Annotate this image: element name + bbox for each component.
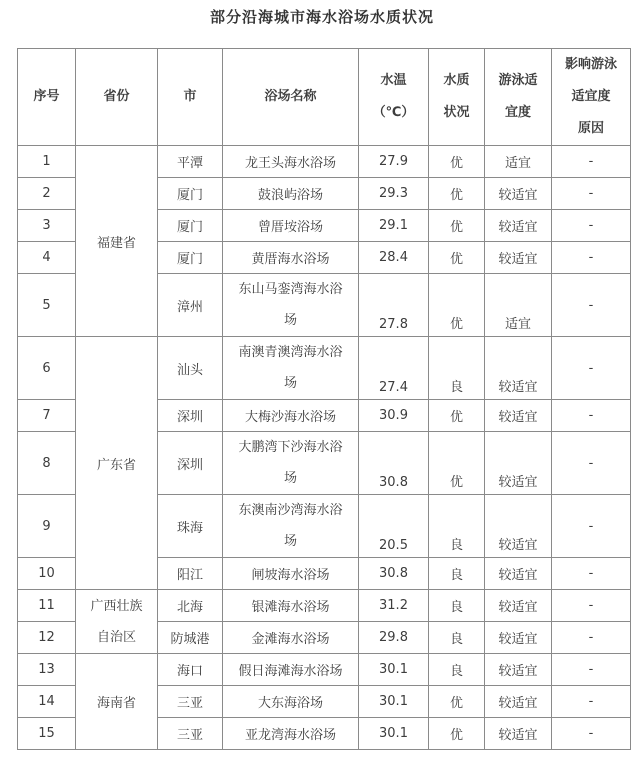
cell-quality: 良	[429, 337, 485, 400]
cell-city: 北海	[158, 590, 223, 622]
cell-quality: 良	[429, 590, 485, 622]
cell-reason: -	[552, 210, 631, 242]
cell-index: 8	[18, 432, 76, 495]
header-quality: 水质 状况	[429, 49, 485, 146]
cell-index: 12	[18, 622, 76, 654]
cell-index: 6	[18, 337, 76, 400]
cell-suitability: 适宜	[485, 274, 552, 337]
table-row	[18, 337, 631, 400]
cell-reason: -	[552, 654, 631, 686]
cell-index: 4	[18, 242, 76, 274]
cell-beach: 金滩海水浴场	[223, 622, 359, 654]
cell-temperature: 29.3	[359, 178, 429, 210]
cell-temperature: 20.5	[359, 495, 429, 558]
header-reason: 影响游泳 适宜度 原因	[552, 49, 631, 146]
cell-province-guangxi: 广西壮族 自治区	[76, 590, 158, 654]
cell-index: 11	[18, 590, 76, 622]
cell-province-fujian: 福建省	[76, 146, 158, 337]
cell-quality: 优	[429, 400, 485, 432]
cell-beach: 鼓浪屿浴场	[223, 178, 359, 210]
cell-suitability: 较适宜	[485, 558, 552, 590]
cell-quality: 良	[429, 495, 485, 558]
cell-quality: 优	[429, 718, 485, 750]
cell-beach: 黄厝海水浴场	[223, 242, 359, 274]
header-temperature: 水温 （℃）	[359, 49, 429, 146]
cell-quality: 良	[429, 654, 485, 686]
cell-suitability: 较适宜	[485, 337, 552, 400]
cell-city: 汕头	[158, 337, 223, 400]
cell-index: 7	[18, 400, 76, 432]
header-province: 省份	[76, 49, 158, 146]
cell-city: 深圳	[158, 432, 223, 495]
cell-temperature: 30.8	[359, 558, 429, 590]
cell-quality: 良	[429, 558, 485, 590]
table-row	[18, 146, 631, 178]
cell-beach: 亚龙湾海水浴场	[223, 718, 359, 750]
cell-province-hainan: 海南省	[76, 654, 158, 750]
cell-temperature: 29.8	[359, 622, 429, 654]
cell-quality: 优	[429, 178, 485, 210]
cell-city: 海口	[158, 654, 223, 686]
cell-quality: 优	[429, 686, 485, 718]
cell-suitability: 较适宜	[485, 210, 552, 242]
cell-temperature: 27.4	[359, 337, 429, 400]
cell-suitability: 较适宜	[485, 495, 552, 558]
cell-city: 厦门	[158, 210, 223, 242]
cell-reason: -	[552, 558, 631, 590]
cell-suitability: 较适宜	[485, 400, 552, 432]
cell-temperature: 30.1	[359, 718, 429, 750]
cell-temperature: 29.1	[359, 210, 429, 242]
header-suitability: 游泳适 宜度	[485, 49, 552, 146]
cell-beach: 大鹏湾下沙海水浴 场	[223, 432, 359, 495]
cell-index: 13	[18, 654, 76, 686]
cell-suitability: 较适宜	[485, 654, 552, 686]
cell-beach: 曾厝垵浴场	[223, 210, 359, 242]
cell-suitability: 较适宜	[485, 622, 552, 654]
page-title: 部分沿海城市海水浴场水质状况	[209, 8, 434, 26]
cell-beach: 大东海浴场	[223, 686, 359, 718]
cell-temperature: 30.9	[359, 400, 429, 432]
cell-city: 厦门	[158, 242, 223, 274]
cell-suitability: 适宜	[485, 146, 552, 178]
cell-city: 三亚	[158, 718, 223, 750]
cell-reason: -	[552, 718, 631, 750]
cell-city: 厦门	[158, 178, 223, 210]
cell-city: 珠海	[158, 495, 223, 558]
cell-index: 14	[18, 686, 76, 718]
cell-reason: -	[552, 622, 631, 654]
cell-quality: 优	[429, 242, 485, 274]
table-row	[18, 654, 631, 686]
cell-temperature: 31.2	[359, 590, 429, 622]
cell-beach: 南澳青澳湾海水浴 场	[223, 337, 359, 400]
cell-reason: -	[552, 400, 631, 432]
cell-city: 深圳	[158, 400, 223, 432]
cell-province-guangdong: 广东省	[76, 337, 158, 590]
cell-reason: -	[552, 432, 631, 495]
cell-city: 防城港	[158, 622, 223, 654]
cell-suitability: 较适宜	[485, 718, 552, 750]
cell-reason: -	[552, 337, 631, 400]
cell-city: 三亚	[158, 686, 223, 718]
cell-reason: -	[552, 178, 631, 210]
cell-reason: -	[552, 274, 631, 337]
cell-index: 1	[18, 146, 76, 178]
header-index: 序号	[18, 49, 76, 146]
cell-reason: -	[552, 495, 631, 558]
cell-beach: 东山马銮湾海水浴 场	[223, 274, 359, 337]
cell-city: 平潭	[158, 146, 223, 178]
cell-beach: 大梅沙海水浴场	[223, 400, 359, 432]
cell-beach: 假日海滩海水浴场	[223, 654, 359, 686]
cell-beach: 闸坡海水浴场	[223, 558, 359, 590]
cell-index: 5	[18, 274, 76, 337]
cell-quality: 优	[429, 432, 485, 495]
cell-index: 9	[18, 495, 76, 558]
cell-suitability: 较适宜	[485, 686, 552, 718]
cell-quality: 优	[429, 210, 485, 242]
cell-beach: 东澳南沙湾海水浴 场	[223, 495, 359, 558]
cell-suitability: 较适宜	[485, 432, 552, 495]
header-city: 市	[158, 49, 223, 146]
cell-reason: -	[552, 590, 631, 622]
cell-temperature: 30.8	[359, 432, 429, 495]
table-row	[18, 590, 631, 622]
cell-city: 阳江	[158, 558, 223, 590]
cell-temperature: 30.1	[359, 686, 429, 718]
header-row	[18, 49, 631, 146]
water-quality-table	[17, 48, 631, 750]
cell-quality: 优	[429, 146, 485, 178]
cell-suitability: 较适宜	[485, 590, 552, 622]
cell-index: 2	[18, 178, 76, 210]
cell-reason: -	[552, 242, 631, 274]
cell-quality: 优	[429, 274, 485, 337]
cell-temperature: 28.4	[359, 242, 429, 274]
cell-reason: -	[552, 686, 631, 718]
cell-index: 15	[18, 718, 76, 750]
cell-quality: 良	[429, 622, 485, 654]
cell-beach: 龙王头海水浴场	[223, 146, 359, 178]
cell-suitability: 较适宜	[485, 178, 552, 210]
cell-temperature: 27.9	[359, 146, 429, 178]
cell-city: 漳州	[158, 274, 223, 337]
header-beach: 浴场名称	[223, 49, 359, 146]
cell-temperature: 27.8	[359, 274, 429, 337]
cell-suitability: 较适宜	[485, 242, 552, 274]
cell-temperature: 30.1	[359, 654, 429, 686]
cell-index: 3	[18, 210, 76, 242]
cell-index: 10	[18, 558, 76, 590]
cell-reason: -	[552, 146, 631, 178]
cell-beach: 银滩海水浴场	[223, 590, 359, 622]
